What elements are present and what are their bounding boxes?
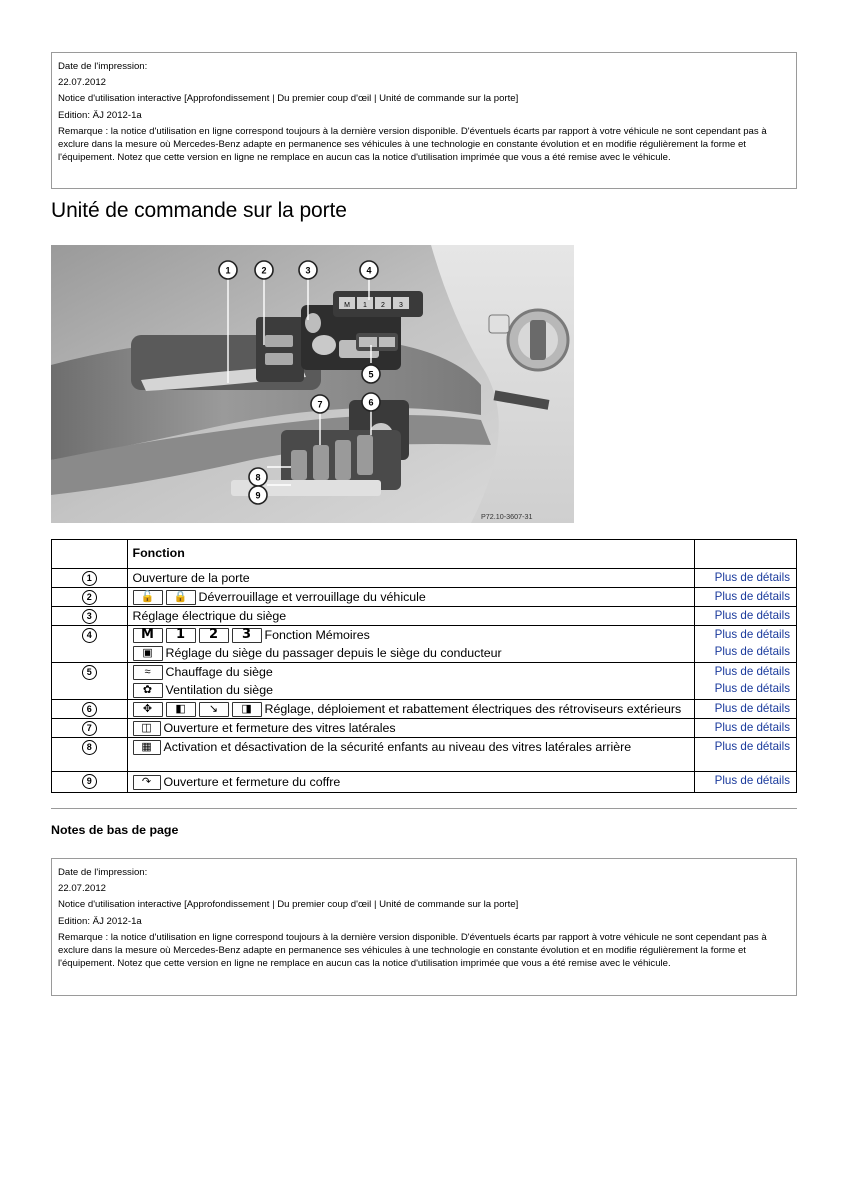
row-number: 6 bbox=[82, 702, 97, 717]
callout-7: 7 bbox=[317, 399, 323, 410]
callout-4: 4 bbox=[366, 265, 372, 276]
table-row bbox=[52, 700, 797, 719]
print-info-box-bottom bbox=[51, 858, 797, 996]
callout-6: 6 bbox=[368, 397, 374, 408]
footnotes-title: Notes de bas de page bbox=[51, 823, 179, 837]
more-details-link[interactable]: Plus de détails bbox=[714, 628, 790, 641]
print-notice: Notice d'utilisation interactive [Approfondissement | Du premier coup d'œil | Unité de commande sur la porte] bbox=[58, 93, 519, 105]
trunk-icon: ↷ bbox=[133, 775, 161, 790]
row-text: Ouverture de la porte bbox=[132, 571, 250, 585]
unlock-icon: 🔓 bbox=[133, 590, 163, 605]
print-info-box-top bbox=[51, 52, 797, 189]
print-edition: Edition: ÄJ 2012-1a bbox=[58, 915, 142, 927]
row-number: 7 bbox=[82, 721, 97, 736]
photo-memory-key-1: 1 bbox=[363, 302, 367, 309]
divider bbox=[51, 808, 797, 809]
header-function: Fonction bbox=[127, 540, 695, 569]
table-row bbox=[52, 772, 797, 793]
row-number: 3 bbox=[82, 609, 97, 624]
more-details-link[interactable]: Plus de détails bbox=[714, 609, 790, 622]
row-text: Réglage électrique du siège bbox=[132, 609, 287, 623]
row-text: Déverrouillage et verrouillage du véhicule bbox=[198, 590, 426, 604]
row-number: 1 bbox=[82, 571, 97, 586]
mirror-fold-icon: ↘ bbox=[199, 702, 229, 717]
memory-m-key-icon: M bbox=[133, 628, 163, 643]
row-text: Activation et désactivation de la sécurité enfants au niveau des vitres latérales arrière bbox=[163, 740, 632, 754]
row-text: Ouverture et fermeture des vitres latérales bbox=[163, 721, 396, 735]
print-date-label: Date de l'impression: bbox=[58, 867, 148, 878]
page-title: Unité de commande sur la porte bbox=[51, 199, 347, 222]
table-row bbox=[52, 588, 797, 607]
header-more bbox=[695, 540, 797, 569]
row-number: 5 bbox=[82, 665, 97, 680]
row-text: Réglage, déploiement et rabattement électriques des rétroviseurs extérieurs bbox=[264, 702, 682, 716]
table-header-row bbox=[52, 540, 797, 569]
table-row bbox=[52, 738, 797, 772]
photo-memory-key-m: M bbox=[344, 302, 350, 309]
passenger-seat-icon: ▣ bbox=[133, 646, 163, 661]
mirror-left-icon: ◧ bbox=[166, 702, 196, 717]
header-num bbox=[52, 540, 128, 569]
door-control-photo bbox=[51, 245, 574, 523]
print-date-value: 22.07.2012 bbox=[58, 883, 107, 895]
mirror-adjust-icon: ✥ bbox=[133, 702, 163, 717]
seat-heating-icon: ≈ bbox=[133, 665, 163, 680]
row-text: Ouverture et fermeture du coffre bbox=[163, 775, 341, 789]
door-control-illustration bbox=[51, 245, 574, 523]
photo-memory-key-2: 2 bbox=[381, 302, 385, 309]
print-remark: Remarque : la notice d'utilisation en ligne correspond toujours à la dernière version disponible. D'éventuels écarts par rapport à votre véhicule ne sont cependant pas à exclure dans la mesure où Mercedes-Benz adapte en permanence ses véhicules à une technologie en constante évolution et en modifie régulièrement la forme et l'équipement. Notez que cette version en ligne ne remplace en aucun cas la notice d'utilisation imprimée que vous a été remise avec le véhicule. bbox=[58, 931, 767, 970]
more-details-link[interactable]: Plus de détails bbox=[714, 571, 790, 584]
photo-code: P72.10-3607-31 bbox=[481, 512, 533, 521]
print-date-value: 22.07.2012 bbox=[58, 77, 107, 89]
row-number: 8 bbox=[82, 740, 97, 755]
mirror-right-icon: ◨ bbox=[232, 702, 262, 717]
more-details-link[interactable]: Plus de détails bbox=[714, 645, 790, 658]
callout-2: 2 bbox=[261, 265, 267, 276]
table-row bbox=[52, 663, 797, 700]
memory-3-key-icon: 3 bbox=[232, 628, 262, 643]
more-details-link[interactable]: Plus de détails bbox=[714, 721, 790, 734]
more-details-link[interactable]: Plus de détails bbox=[714, 665, 790, 678]
print-notice: Notice d'utilisation interactive [Approfondissement | Du premier coup d'œil | Unité de commande sur la porte] bbox=[58, 899, 519, 911]
window-icon: ◫ bbox=[133, 721, 161, 736]
row-number: 2 bbox=[82, 590, 97, 605]
row-text: Chauffage du siège bbox=[165, 665, 273, 679]
table-row bbox=[52, 607, 797, 626]
photo-memory-key-3: 3 bbox=[399, 302, 403, 309]
table-row bbox=[52, 719, 797, 738]
print-edition: Edition: ÄJ 2012-1a bbox=[58, 109, 142, 121]
child-lock-icon: ▦ bbox=[133, 740, 161, 755]
row-number: 4 bbox=[82, 628, 97, 643]
callout-9: 9 bbox=[255, 490, 261, 501]
table-row bbox=[52, 569, 797, 588]
row-text: Fonction Mémoires bbox=[264, 628, 370, 642]
more-details-link[interactable]: Plus de détails bbox=[714, 590, 790, 603]
function-table bbox=[51, 539, 797, 793]
memory-1-key-icon: 1 bbox=[166, 628, 196, 643]
row-number: 9 bbox=[82, 774, 97, 789]
callout-8: 8 bbox=[255, 472, 261, 483]
row-text-secondary: Réglage du siège du passager depuis le siège du conducteur bbox=[165, 646, 502, 660]
callout-3: 3 bbox=[305, 265, 311, 276]
print-date-label: Date de l'impression: bbox=[58, 61, 148, 72]
more-details-link[interactable]: Plus de détails bbox=[714, 774, 790, 787]
table-row bbox=[52, 626, 797, 663]
more-details-link[interactable]: Plus de détails bbox=[714, 740, 790, 753]
memory-2-key-icon: 2 bbox=[199, 628, 229, 643]
seat-ventilation-icon: ✿ bbox=[133, 683, 163, 698]
callout-1: 1 bbox=[225, 265, 231, 276]
callout-5: 5 bbox=[368, 369, 374, 380]
row-text-secondary: Ventilation du siège bbox=[165, 683, 273, 697]
more-details-link[interactable]: Plus de détails bbox=[714, 682, 790, 695]
more-details-link[interactable]: Plus de détails bbox=[714, 702, 790, 715]
print-remark: Remarque : la notice d'utilisation en ligne correspond toujours à la dernière version disponible. D'éventuels écarts par rapport à votre véhicule ne sont cependant pas à exclure dans la mesure où Mercedes-Benz adapte en permanence ses véhicules à une technologie en constante évolution et en modifie régulièrement la forme et l'équipement. Notez que cette version en ligne ne remplace en aucun cas la notice d'utilisation imprimée que vous a été remise avec le véhicule. bbox=[58, 125, 767, 164]
lock-icon: 🔒 bbox=[166, 590, 196, 605]
